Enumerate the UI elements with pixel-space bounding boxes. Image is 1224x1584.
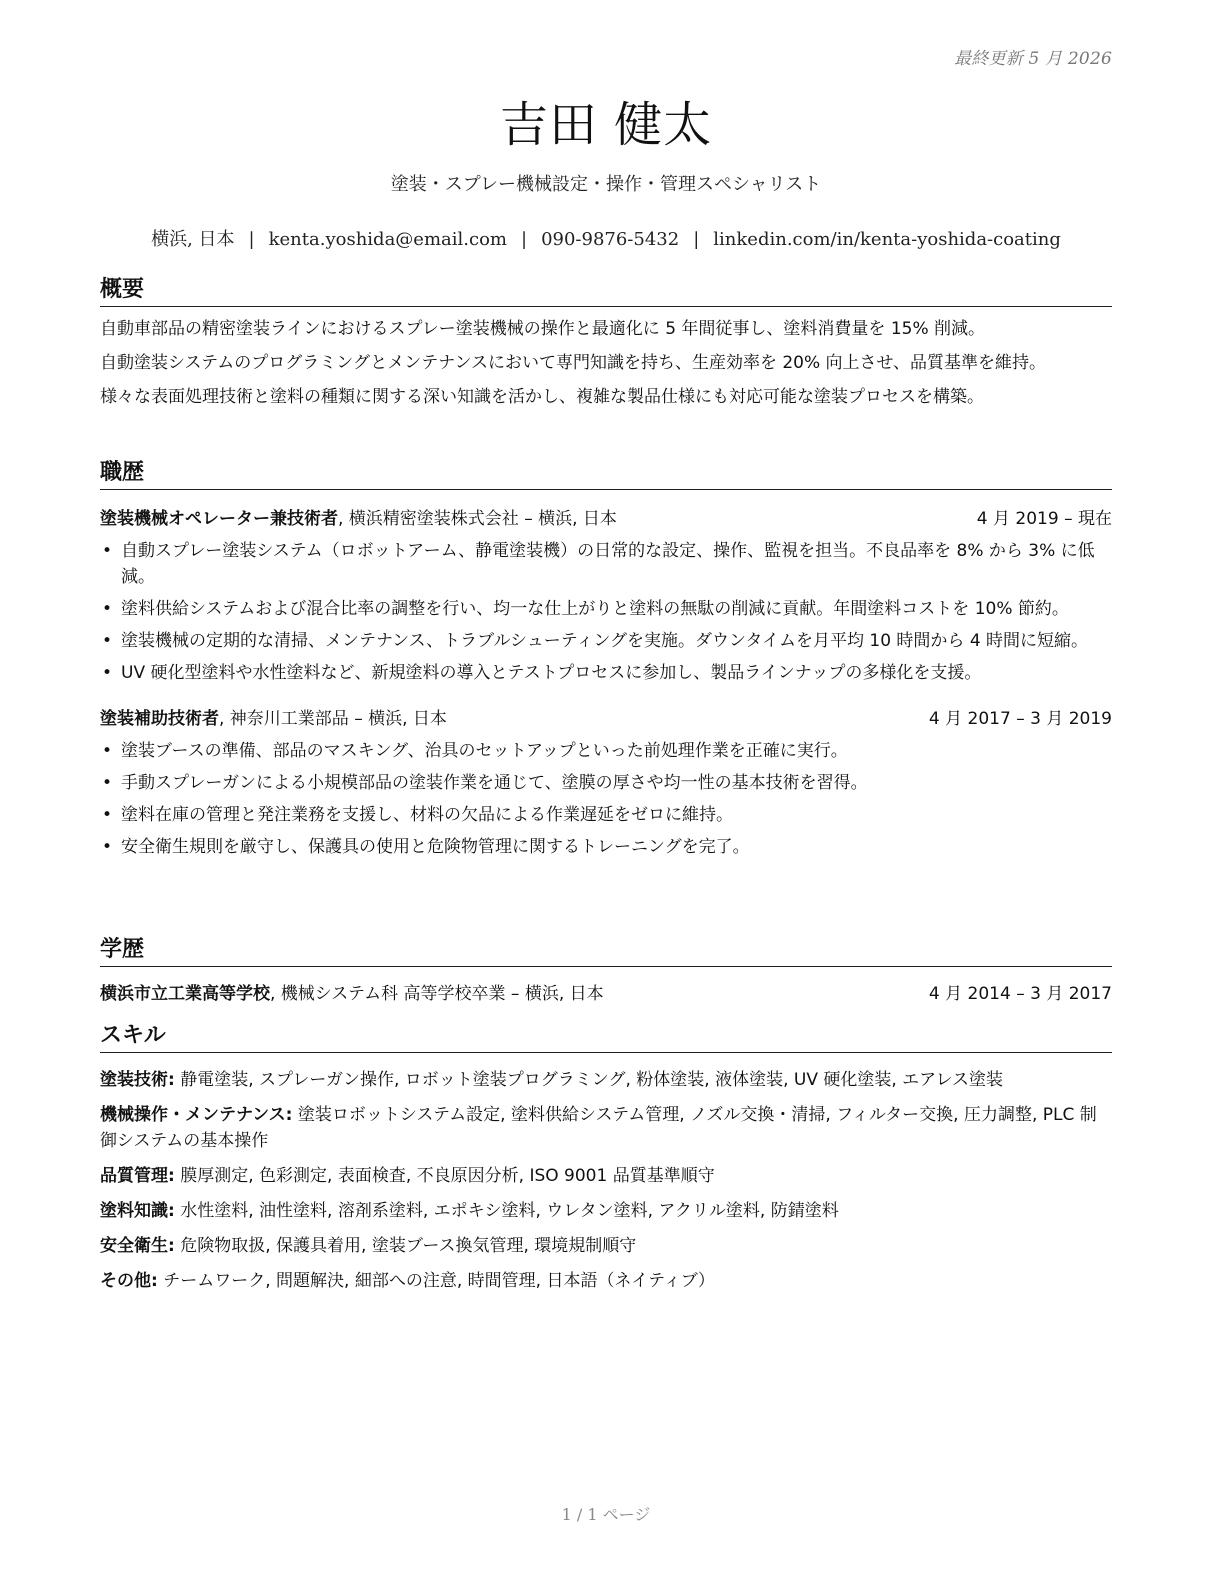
contact-linkedin[interactable]: linkedin.com/in/kenta-yoshida-coating [713,229,1061,250]
skill-category: 塗料知識: [100,1201,175,1221]
contact-separator: | [520,229,528,250]
education-section [100,937,1112,1007]
last-updated: 最終更新 5 月 2026 [954,49,1112,69]
list-item: • 自動スプレー塗装システム（ロボットアーム、静電塗装機）の日常的な設定、操作、監視を担当。不良品率を 8% から 3% に低減。 [100,538,1112,590]
education-entry [100,981,1112,1007]
list-item: • 塗料在庫の管理と発注業務を支援し、材料の欠品による作業遅延をゼロに維持。 [100,802,1112,828]
skill-category: 品質管理: [100,1166,175,1186]
job-header [100,506,1112,532]
education-school: 横浜市立工業高等学校 [100,984,270,1004]
education-dates: 4 月 2014 – 3 月 2017 [928,984,1112,1004]
contact-separator: | [248,229,255,250]
skill-row [100,1233,1112,1259]
list-item: • 塗装ブースの準備、部品のマスキング、治具のセットアップといった前処理作業を正確に実行。 [100,738,1112,764]
candidate-name: 吉田 健太 [499,97,713,153]
summary-paragraph: 様々な表面処理技術と塗料の種類に関する深い知識を活かし、複雑な製品仕様にも対応可能な塗装プロセスを構築。 [100,387,984,407]
job-title: 塗装・スプレー機械設定・操作・管理スペシャリスト [390,174,822,195]
job-header [100,706,1112,732]
section-heading-education: 学歴 [100,937,1112,967]
skills-section [100,1023,1112,1303]
education-school-detail [100,981,604,1007]
contact-location: 横浜, 日本 [151,229,235,250]
skill-row [100,1067,1112,1093]
bullet-icon: • [102,631,113,651]
job-role: 塗装補助技術者 [100,709,219,729]
contact-phone[interactable]: 090-9876-5432 [541,229,680,250]
skill-row [100,1198,1112,1224]
skill-category: 安全衛生: [100,1236,175,1256]
section-heading-skills: スキル [100,1023,1112,1053]
job-dates: 4 月 2017 – 3 月 2019 [928,709,1112,729]
job-role-company [100,506,617,532]
bullet-icon: • [102,541,113,561]
skill-list: 塗装ロボットシステム設定, 塗料供給システム管理, ノズル交換・清掃, フィルター交換, 圧力調整, PLC 制御システムの基本操作 [100,1105,1097,1151]
job-company: , 神奈川工業部品 – 横浜, 日本 [219,709,447,729]
summary-paragraph: 自動塗装システムのプログラミングとメンテナンスにおいて専門知識を持ち、生産効率を 20% 向上させ、品質基準を維持。 [100,353,1047,373]
summary-section [100,277,1112,410]
skill-list: 静電塗装, スプレーガン操作, ロボット塗装プログラミング, 粉体塗装, 液体塗装, UV 硬化塗装, エアレス塗装 [174,1070,1003,1090]
job-role: 塗装機械オペレーター兼技術者 [100,509,338,529]
summary-paragraph: 自動車部品の精密塗装ラインにおけるスプレー塗装機械の操作と最適化に 5 年間従事し、塗料消費量を 15% 削減。 [100,319,986,339]
resume-page [100,0,1112,1584]
skill-category: 塗装技術: [100,1070,175,1090]
list-item: • UV 硬化型塗料や水性塗料など、新規塗料の導入とテストプロセスに参加し、製品ラインナップの多様化を支援。 [100,660,1112,686]
contact-email[interactable]: kenta.yoshida@email.com [268,229,507,250]
skill-row [100,1102,1112,1154]
skill-list: チームワーク, 問題解決, 細部への注意, 時間管理, 日本語（ネイティブ） [157,1271,715,1291]
list-item: • 塗装機械の定期的な清掃、メンテナンス、トラブルシューティングを実施。ダウンタイムを月平均 10 時間から 4 時間に短縮。 [100,628,1112,654]
bullet-icon: • [102,599,113,619]
bullet-icon: • [102,663,113,683]
list-item: • 手動スプレーガンによる小規模部品の塗装作業を通じて、塗膜の厚さや均一性の基本技術を習得。 [100,770,1112,796]
skill-list: 危険物取扱, 保護具着用, 塗装ブース換気管理, 環境規制順守 [174,1236,637,1256]
skill-category: 機械操作・メンテナンス: [100,1105,293,1125]
job-bullets [100,538,1112,686]
contact-separator: | [693,229,700,250]
skill-list: 膜厚測定, 色彩測定, 表面検査, 不良原因分析, ISO 9001 品質基準順守 [174,1166,715,1186]
job-role-company [100,706,447,732]
bullet-icon: • [102,837,113,857]
bullet-icon: • [102,773,113,793]
skill-list: 水性塗料, 油性塗料, 溶剤系塗料, エポキシ塗料, ウレタン塗料, アクリル塗料, 防錆塗料 [174,1201,839,1221]
job-bullets [100,738,1112,860]
bullet-icon: • [102,805,113,825]
page-number: 1 / 1 ページ [561,1505,651,1524]
contact-line [100,225,1112,251]
section-heading-summary: 概要 [100,277,1112,307]
experience-section [100,460,1112,866]
section-heading-experience: 職歴 [100,460,1112,490]
job-dates: 4 月 2019 – 現在 [976,509,1112,529]
list-item: • 安全衛生規則を厳守し、保護具の使用と危険物管理に関するトレーニングを完了。 [100,834,1112,860]
education-detail: , 機械システム科 高等学校卒業 – 横浜, 日本 [270,984,604,1004]
job-company: , 横浜精密塗装株式会社 – 横浜, 日本 [338,509,617,529]
skill-row [100,1163,1112,1189]
list-item: • 塗料供給システムおよび混合比率の調整を行い、均一な仕上がりと塗料の無駄の削減に貢献。年間塗料コストを 10% 節約。 [100,596,1112,622]
skill-category: その他: [100,1271,158,1291]
skill-row [100,1268,1112,1294]
bullet-icon: • [102,741,113,761]
